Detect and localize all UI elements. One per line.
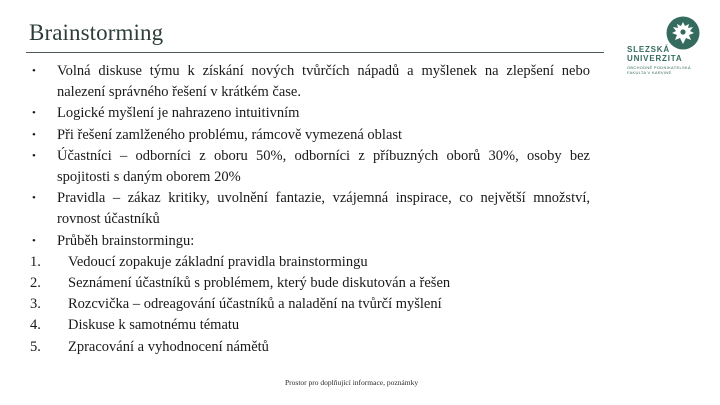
logo-subtext-line2: FAKULTA V KARVINÉ xyxy=(627,70,672,75)
bullet-item xyxy=(30,125,590,146)
numbered-step xyxy=(30,252,590,273)
bullet-text: Volná diskuse týmu k získání nových tvůrčích nápadů a myšlenek na zlepšení nebo nalezení správného řešení v krátkém čase. xyxy=(57,63,590,101)
bullet-item xyxy=(30,103,590,124)
bullet-text: Při řešení zamlženého problému, rámcově vymezená oblast xyxy=(57,126,403,143)
step-number: 1. xyxy=(30,253,41,270)
eagle-emblem-icon xyxy=(666,16,700,50)
bullet-marker: • xyxy=(32,128,36,141)
university-logo xyxy=(622,16,706,76)
step-text: Zpracování a vyhodnocení námětů xyxy=(68,338,269,355)
logo-subtext-line1: OBCHODNĚ PODNIKATELSKÁ xyxy=(627,65,691,70)
bullet-text: Účastníci – odborníci z oboru 50%, odborníci z příbuzných oborů 30%, osoby bez spojitosti s daným oborem 20% xyxy=(57,147,590,186)
step-number: 2. xyxy=(30,275,41,292)
step-number: 3. xyxy=(30,296,41,313)
bullet-marker: • xyxy=(32,234,36,247)
step-number: 4. xyxy=(30,317,41,334)
bullet-text: Logické myšlení je nahrazeno intuitivním xyxy=(57,105,300,122)
bullet-marker: • xyxy=(32,149,36,162)
title-divider xyxy=(26,52,604,53)
bullet-item xyxy=(30,146,590,188)
step-number: 5. xyxy=(30,338,41,355)
step-text: Diskuse k samotnému tématu xyxy=(68,317,240,334)
bullet-text: Průběh brainstormingu: xyxy=(57,232,195,249)
slide-content xyxy=(30,61,590,358)
slide-title: Brainstorming xyxy=(29,20,164,45)
bullet-item xyxy=(30,61,590,103)
numbered-step xyxy=(30,337,590,358)
step-text: Rozcvička – odreagování účastníků a naladění na tvůrčí myšlení xyxy=(68,296,442,313)
numbered-step xyxy=(30,273,590,294)
bullet-item xyxy=(30,188,590,230)
bullet-item xyxy=(30,231,590,252)
step-text: Vedoucí zopakuje základní pravidla brainstormingu xyxy=(68,253,368,270)
footer-notes: Prostor pro doplňující informace, poznámky xyxy=(285,378,419,387)
numbered-step xyxy=(30,294,590,315)
bullet-marker: • xyxy=(32,65,36,77)
step-text: Seznámení účastníků s problémem, který bude diskutován a řešen xyxy=(68,275,451,292)
numbered-step xyxy=(30,315,590,336)
logo-text-line2: UNIVERZITA xyxy=(627,54,683,63)
logo-text-line1: SLEZSKÁ xyxy=(627,45,670,54)
bullet-text: Pravidla – zákaz kritiky, uvolnění fantazie, vzájemná inspirace, co největší množství, rovnost účastníků xyxy=(57,190,590,228)
bullet-marker: • xyxy=(32,192,36,205)
bullet-marker: • xyxy=(32,107,36,120)
